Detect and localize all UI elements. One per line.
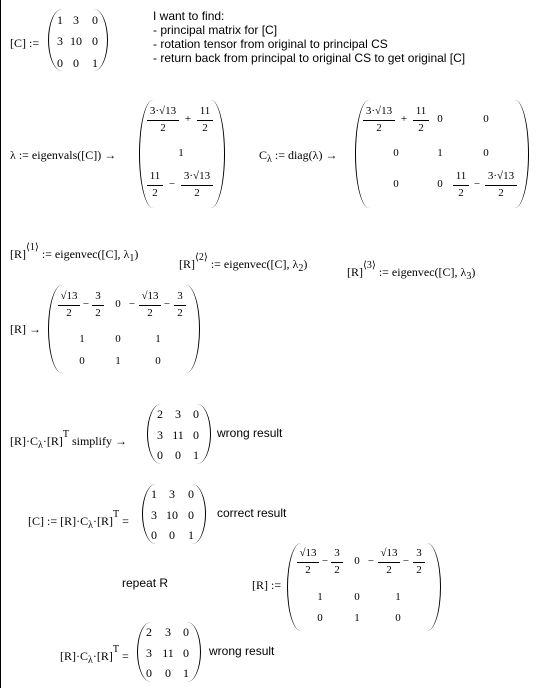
fraction-bar — [331, 562, 343, 563]
fraction-bar — [147, 120, 179, 121]
simplify-cell: 3 — [157, 428, 163, 442]
close-paren: ) — [134, 247, 139, 261]
column-superscript: ⟨1⟩ — [26, 242, 39, 253]
equals-sign: = — [121, 649, 129, 663]
r-result-lhs: [R] → — [10, 322, 41, 336]
clambda-11-denominator: 2 — [376, 122, 382, 134]
c-recalc-cell: 0 — [188, 508, 194, 522]
simplify-cell: 3 — [175, 407, 181, 421]
eigvec-1-rhs: := eigenvec([C], λ — [41, 247, 130, 261]
rr-22: 0 — [354, 591, 360, 603]
rr-11-sqrt: √13 — [299, 547, 317, 559]
fraction-bar — [139, 305, 161, 306]
r-23: 1 — [155, 333, 161, 345]
fraction-bar — [485, 185, 517, 186]
fraction-bar — [363, 120, 395, 121]
r-13-minus-b: − — [163, 298, 171, 310]
clambda-symbol: C — [259, 148, 268, 162]
lambda-1-numerator: 3·√13 — [149, 105, 177, 117]
clambda-33-denominator: 2 — [498, 187, 504, 199]
column-superscript: ⟨3⟩ — [363, 260, 376, 271]
c-cell-33: 1 — [92, 56, 98, 70]
fraction-bar — [413, 120, 429, 121]
fraction-bar — [297, 562, 319, 563]
rr-13-two: 2 — [386, 564, 392, 576]
final-cell: 0 — [146, 666, 152, 680]
lambda-subscript: λ — [88, 655, 93, 666]
simplify-cell: 0 — [193, 407, 199, 421]
clambda-21: 0 — [393, 147, 399, 159]
r-11-three: 3 — [95, 290, 101, 302]
clambda-11-two: 2 — [418, 122, 424, 134]
clambda-12: 0 — [437, 113, 443, 125]
simplify-cell: 11 — [172, 428, 184, 442]
r-11-two: 2 — [66, 307, 72, 319]
eigvec-2-rhs: := eigenvec([C], λ — [210, 257, 299, 271]
r-13-three: 3 — [177, 290, 183, 302]
clambda-33-eleven: 11 — [455, 170, 467, 182]
c-cell-32: 0 — [73, 56, 79, 70]
eigvec-3-rhs: := eigenvec([C], λ — [378, 265, 467, 279]
notes-item: - return back from principal to original CS to get original [C] — [153, 51, 466, 65]
r-13-two: 2 — [147, 307, 153, 319]
simplify-lhs: [R]·C — [10, 434, 38, 448]
lambda-1-eleven: 11 — [199, 105, 211, 117]
r-11-minus: − — [82, 298, 90, 310]
r-11-two-b: 2 — [95, 307, 101, 319]
c-recalc-cell: 1 — [188, 528, 194, 542]
eigvec-3-definition — [347, 260, 475, 282]
c-recalc-cell: 10 — [166, 508, 178, 522]
clambda-definition-lhs — [259, 148, 337, 165]
column-superscript: ⟨2⟩ — [195, 252, 208, 263]
final-expression — [60, 644, 129, 666]
r-32: 1 — [115, 355, 121, 367]
close-paren: ) — [303, 257, 308, 271]
rr-11-minus: − — [321, 555, 329, 567]
fraction-bar — [58, 305, 80, 306]
simplify-cell: 1 — [193, 448, 199, 462]
c-definition-lhs: [C] := — [10, 36, 40, 50]
notes-title: I want to find: — [153, 9, 225, 23]
rr-11-three: 3 — [334, 547, 340, 559]
clambda-32: 0 — [437, 178, 443, 190]
c-cell-13: 0 — [92, 13, 98, 27]
simplify-note: wrong result — [217, 426, 283, 440]
repeat-r-lhs: [R] := — [252, 578, 282, 592]
lambda-subscript: 3 — [466, 271, 472, 282]
eigvec-1-definition — [10, 242, 138, 264]
c-recalc-cell: 0 — [151, 528, 157, 542]
simplify-cell: 0 — [193, 428, 199, 442]
c-cell-31: 0 — [57, 56, 63, 70]
final-cell: 11 — [162, 646, 174, 660]
lambda-3-numerator: 3·√13 — [183, 170, 211, 182]
simplify-expression — [10, 429, 127, 451]
final-mid: ·[R] — [92, 649, 113, 663]
rr-21: 1 — [317, 591, 323, 603]
c-recalc-mid: ·[R] — [92, 514, 113, 528]
r-33: 0 — [155, 355, 161, 367]
transpose-superscript: T — [62, 429, 69, 440]
clambda-13: 0 — [483, 113, 489, 125]
simplify-operator: simplify → — [71, 434, 127, 448]
fraction-bar — [92, 305, 104, 306]
rr-12: 0 — [354, 555, 360, 567]
lambda-subscript: 1 — [129, 253, 135, 264]
c-recalc-cell: 0 — [169, 528, 175, 542]
rr-11-two: 2 — [305, 564, 311, 576]
r-13-two-b: 2 — [177, 307, 183, 319]
clambda-23: 0 — [483, 147, 489, 159]
clambda-rhs: := diag(λ) → — [274, 148, 338, 162]
final-cell: 0 — [165, 666, 171, 680]
clambda-33-two: 2 — [458, 187, 464, 199]
r-12: 0 — [115, 298, 121, 310]
lambda-definition-lhs: λ := eigenvals([C]) → — [10, 148, 117, 162]
lambda-1-two: 2 — [202, 122, 208, 134]
fraction-bar — [378, 562, 400, 563]
r-22: 0 — [115, 333, 121, 345]
fraction-bar — [197, 120, 213, 121]
rr-33: 0 — [395, 612, 401, 624]
rr-32: 1 — [354, 612, 360, 624]
final-cell: 3 — [165, 625, 171, 639]
final-note: wrong result — [209, 644, 275, 658]
rr-31: 0 — [317, 612, 323, 624]
fraction-bar — [147, 185, 163, 186]
clambda-11-plus: + — [400, 113, 408, 125]
clambda-33-minus: − — [473, 178, 481, 190]
c-cell-21: 3 — [57, 34, 63, 48]
lambda-2-value: 1 — [178, 147, 184, 159]
clambda-subscript: λ — [267, 154, 272, 165]
transpose-superscript: T — [112, 509, 120, 520]
lambda-1-plus: + — [184, 113, 192, 125]
lambda-3-eleven: 11 — [149, 170, 161, 182]
rr-13-sqrt: √13 — [380, 547, 398, 559]
equals-sign: = — [122, 514, 129, 528]
rr-11-two-b: 2 — [334, 564, 340, 576]
simplify-cell: 2 — [157, 407, 163, 421]
rr-13-three: 3 — [416, 547, 422, 559]
c-recalc-cell: 3 — [169, 487, 175, 501]
simplify-cell: 0 — [175, 448, 181, 462]
final-cell: 0 — [183, 625, 189, 639]
c-recalc-lhs: [C] := [R]·C — [28, 514, 89, 528]
lambda-subscript: λ — [88, 520, 93, 531]
r-symbol: [R] — [10, 247, 26, 261]
final-cell: 3 — [146, 646, 152, 660]
final-lhs: [R]·C — [60, 649, 88, 663]
lambda-3-denominator: 2 — [194, 187, 200, 199]
c-recalc-cell: 3 — [151, 508, 157, 522]
clambda-11-numerator: 3·√13 — [365, 105, 393, 117]
clambda-22: 1 — [437, 147, 443, 159]
lambda-subscript: λ — [38, 440, 43, 451]
c-recalc-note: correct result — [217, 506, 287, 520]
notes-block — [153, 9, 465, 65]
clambda-11-eleven: 11 — [415, 105, 427, 117]
rr-13-minus: − — [367, 555, 375, 567]
close-paren: ) — [471, 265, 476, 279]
clambda-31: 0 — [393, 178, 399, 190]
lambda-1-denominator: 2 — [160, 122, 166, 134]
notes-item: - rotation tensor from original to principal CS — [153, 37, 388, 51]
simplify-mid: ·[R] — [42, 434, 63, 448]
r-21: 1 — [79, 333, 85, 345]
final-cell: 2 — [146, 625, 152, 639]
fraction-bar — [413, 562, 425, 563]
r-31: 0 — [79, 355, 85, 367]
r-13-minus: − — [128, 298, 136, 310]
r-symbol: [R] — [179, 257, 195, 271]
c-cell-22: 10 — [70, 34, 82, 48]
c-cell-23: 0 — [92, 34, 98, 48]
repeat-label: repeat R — [122, 576, 169, 590]
lambda-3-minus: − — [168, 178, 176, 190]
fraction-bar — [174, 305, 186, 306]
lambda-3-two: 2 — [152, 187, 158, 199]
rr-13-two-b: 2 — [416, 564, 422, 576]
c-cell-12: 3 — [73, 13, 79, 27]
notes-item: - principal matrix for [C] — [153, 23, 278, 37]
eigvec-2-definition — [179, 252, 307, 274]
final-cell: 1 — [183, 666, 189, 680]
rr-23: 1 — [395, 591, 401, 603]
c-cell-11: 1 — [57, 13, 63, 27]
clambda-33-numerator: 3·√13 — [487, 170, 515, 182]
c-recalc-cell: 0 — [188, 487, 194, 501]
r-13-sqrt: √13 — [141, 290, 159, 302]
r-11-sqrt: √13 — [60, 290, 78, 302]
transpose-superscript: T — [112, 644, 119, 655]
simplify-cell: 0 — [157, 448, 163, 462]
fraction-bar — [181, 185, 213, 186]
c-recalc-expression — [28, 509, 129, 531]
rr-13-minus-b: − — [402, 555, 410, 567]
lambda-subscript: 2 — [298, 263, 304, 274]
fraction-bar — [453, 185, 469, 186]
r-symbol: [R] — [347, 265, 363, 279]
c-recalc-cell: 1 — [151, 487, 157, 501]
final-cell: 0 — [183, 646, 189, 660]
